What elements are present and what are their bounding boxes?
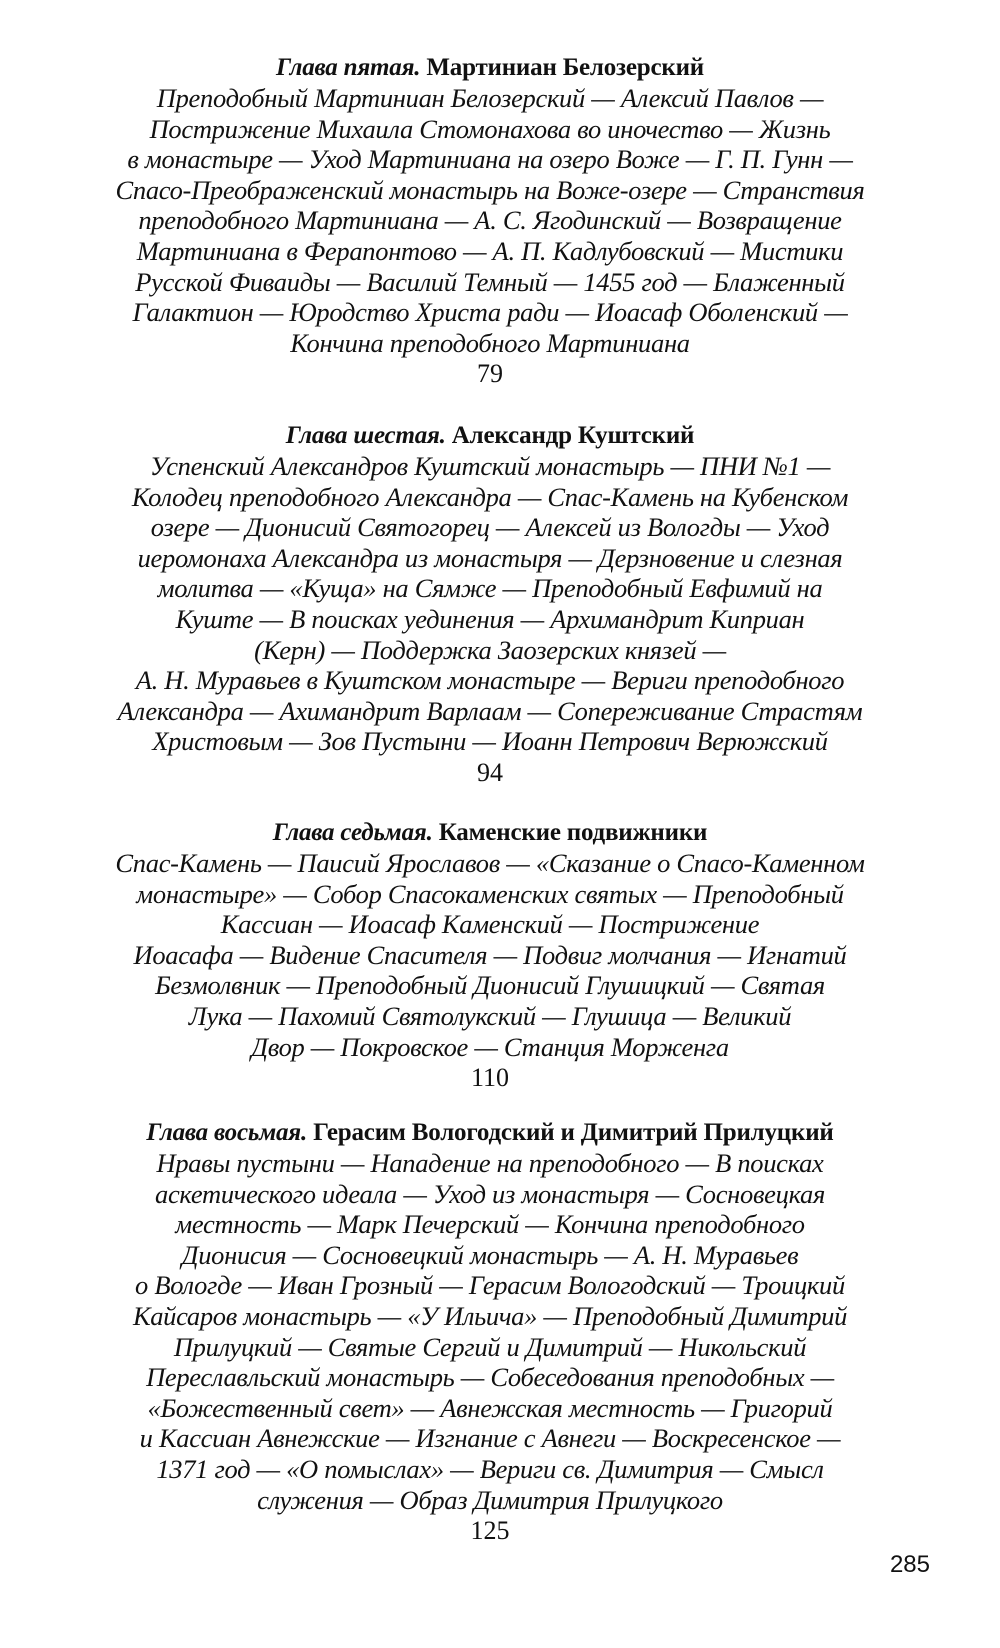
chapter-page-number: 94	[477, 757, 503, 787]
chapter-entry-5	[40, 52, 940, 389]
chapter-label: Глава восьмая.	[146, 1119, 308, 1146]
summary-line: Спасо-Преображенский монастырь на Воже-озере — Странствия	[115, 174, 865, 205]
chapter-heading	[40, 817, 940, 848]
chapter-page-number: 125	[470, 1516, 510, 1546]
summary-line: Мартиниана в Ферапонтово — А. П. Кадлубовский — Мистики	[136, 235, 844, 266]
summary-line: «Божественный свет» — Авнежская местность — Григорий	[147, 1392, 833, 1423]
chapter-label: Глава пятая.	[276, 54, 421, 81]
summary-line: Дионисия — Сосновецкий монастырь — А. Н. Муравьев	[181, 1239, 799, 1270]
summary-line: местность — Марк Печерский — Кончина преподобного	[175, 1209, 805, 1240]
chapter-entry-8	[40, 1117, 940, 1546]
chapter-heading	[40, 1117, 940, 1148]
summary-line: в монастыре — Уход Мартиниана на озеро Воже — Г. П. Гунн —	[127, 144, 853, 175]
summary-line: Безмолвник — Преподобный Дионисий Глушицкий — Святая	[155, 970, 825, 1001]
chapter-title: Александр Куштский	[451, 422, 695, 449]
summary-line: озере — Дионисий Святогорец — Алексей из Вологды — Уход	[150, 512, 830, 543]
chapter-heading	[40, 52, 940, 83]
chapter-title: Мартиниан Белозерский	[426, 54, 704, 81]
summary-line: Александра — Ахимандрит Варлаам — Сопереживание Страстям	[117, 695, 863, 726]
chapter-label: Глава седьмая.	[272, 819, 433, 846]
summary-line: 1371 год — «О помыслах» — Вериги св. Димитрия — Смысл	[156, 1453, 824, 1484]
summary-line: Куште — В поисках уединения — Архимандрит Киприан	[175, 603, 805, 634]
summary-line: Русской Фиваиды — Василий Темный — 1455 год — Блаженный	[135, 266, 845, 297]
summary-line: Галактион — Юродство Христа ради — Иоасаф Оболенский —	[132, 297, 848, 328]
summary-line: о Вологде — Иван Грозный — Герасим Вологодский — Троицкий	[135, 1270, 845, 1301]
chapter-label: Глава шестая.	[285, 422, 446, 449]
summary-line: Преподобный Мартиниан Белозерский — Алексий Павлов —	[156, 83, 824, 113]
summary-line: Христовым — Зов Пустыни — Иоанн Петрович Верюжский	[152, 726, 828, 757]
summary-line: Кассиан — Иоасаф Каменский — Пострижение	[220, 909, 760, 940]
chapter-title: Каменские подвижники	[438, 819, 708, 846]
chapter-entry-6	[40, 420, 940, 788]
summary-line: (Керн) — Поддержка Заозерских князей —	[254, 634, 726, 665]
summary-line: Переславльский монастырь — Собеседования преподобных —	[146, 1362, 834, 1393]
summary-line: монастыре» — Собор Спасокаменских святых — Преподобный	[136, 878, 844, 909]
folio-page-number: 285	[889, 1551, 930, 1578]
summary-line: и Кассиан Авнежские — Изгнание с Авнеги — Воскресенское —	[139, 1423, 841, 1454]
summary-line: Лука — Пахомий Святолукский — Глушица — Великий	[188, 1000, 792, 1031]
summary-line: молитва — «Куща» на Сямже — Преподобный Евфимий на	[157, 573, 823, 604]
summary-line: Прилуцкий — Святые Сергий и Димитрий — Никольский	[173, 1331, 807, 1362]
chapter-page-number: 110	[470, 1063, 510, 1093]
chapter-title: Герасим Вологодский и Димитрий Прилуцкий	[313, 1119, 834, 1146]
summary-line: Нравы пустыни — Нападение на преподобного — В поисках	[156, 1148, 824, 1178]
summary-line: Успенский Александров Куштский монастырь — ПНИ №1 —	[149, 451, 831, 481]
chapter-entry-7	[40, 817, 940, 1093]
summary-line: аскетического идеала — Уход из монастыря — Сосновецкая	[155, 1178, 825, 1209]
summary-line: Кончина преподобного Мартиниана	[290, 327, 690, 358]
summary-line: Колодец преподобного Александра — Спас-Камень на Кубенском	[131, 481, 849, 512]
summary-line: Иоасафа — Видение Спасителя — Подвиг молчания — Игнатий	[133, 939, 847, 970]
chapter-page-number: 79	[477, 359, 503, 389]
summary-line: преподобного Мартиниана — А. С. Ягодинский — Возвращение	[138, 205, 842, 236]
summary-line: Двор — Покровское — Станция Морженга	[251, 1031, 729, 1062]
summary-line: иеромонаха Александра из монастыря — Дерзновение и слезная	[137, 542, 843, 573]
chapter-heading	[40, 420, 940, 451]
summary-line: Спас-Камень — Паисий Ярославов — «Сказание о Спасо-Каменном	[115, 848, 865, 878]
summary-line: Пострижение Михаила Стомонахова во иночество — Жизнь	[149, 113, 831, 144]
summary-line: А. Н. Муравьев в Куштском монастыре — Вериги преподобного	[135, 665, 845, 696]
summary-line: служения — Образ Димитрия Прилуцкого	[257, 1484, 723, 1515]
summary-line: Кайсаров монастырь — «У Ильича» — Преподобный Димитрий	[132, 1300, 848, 1331]
